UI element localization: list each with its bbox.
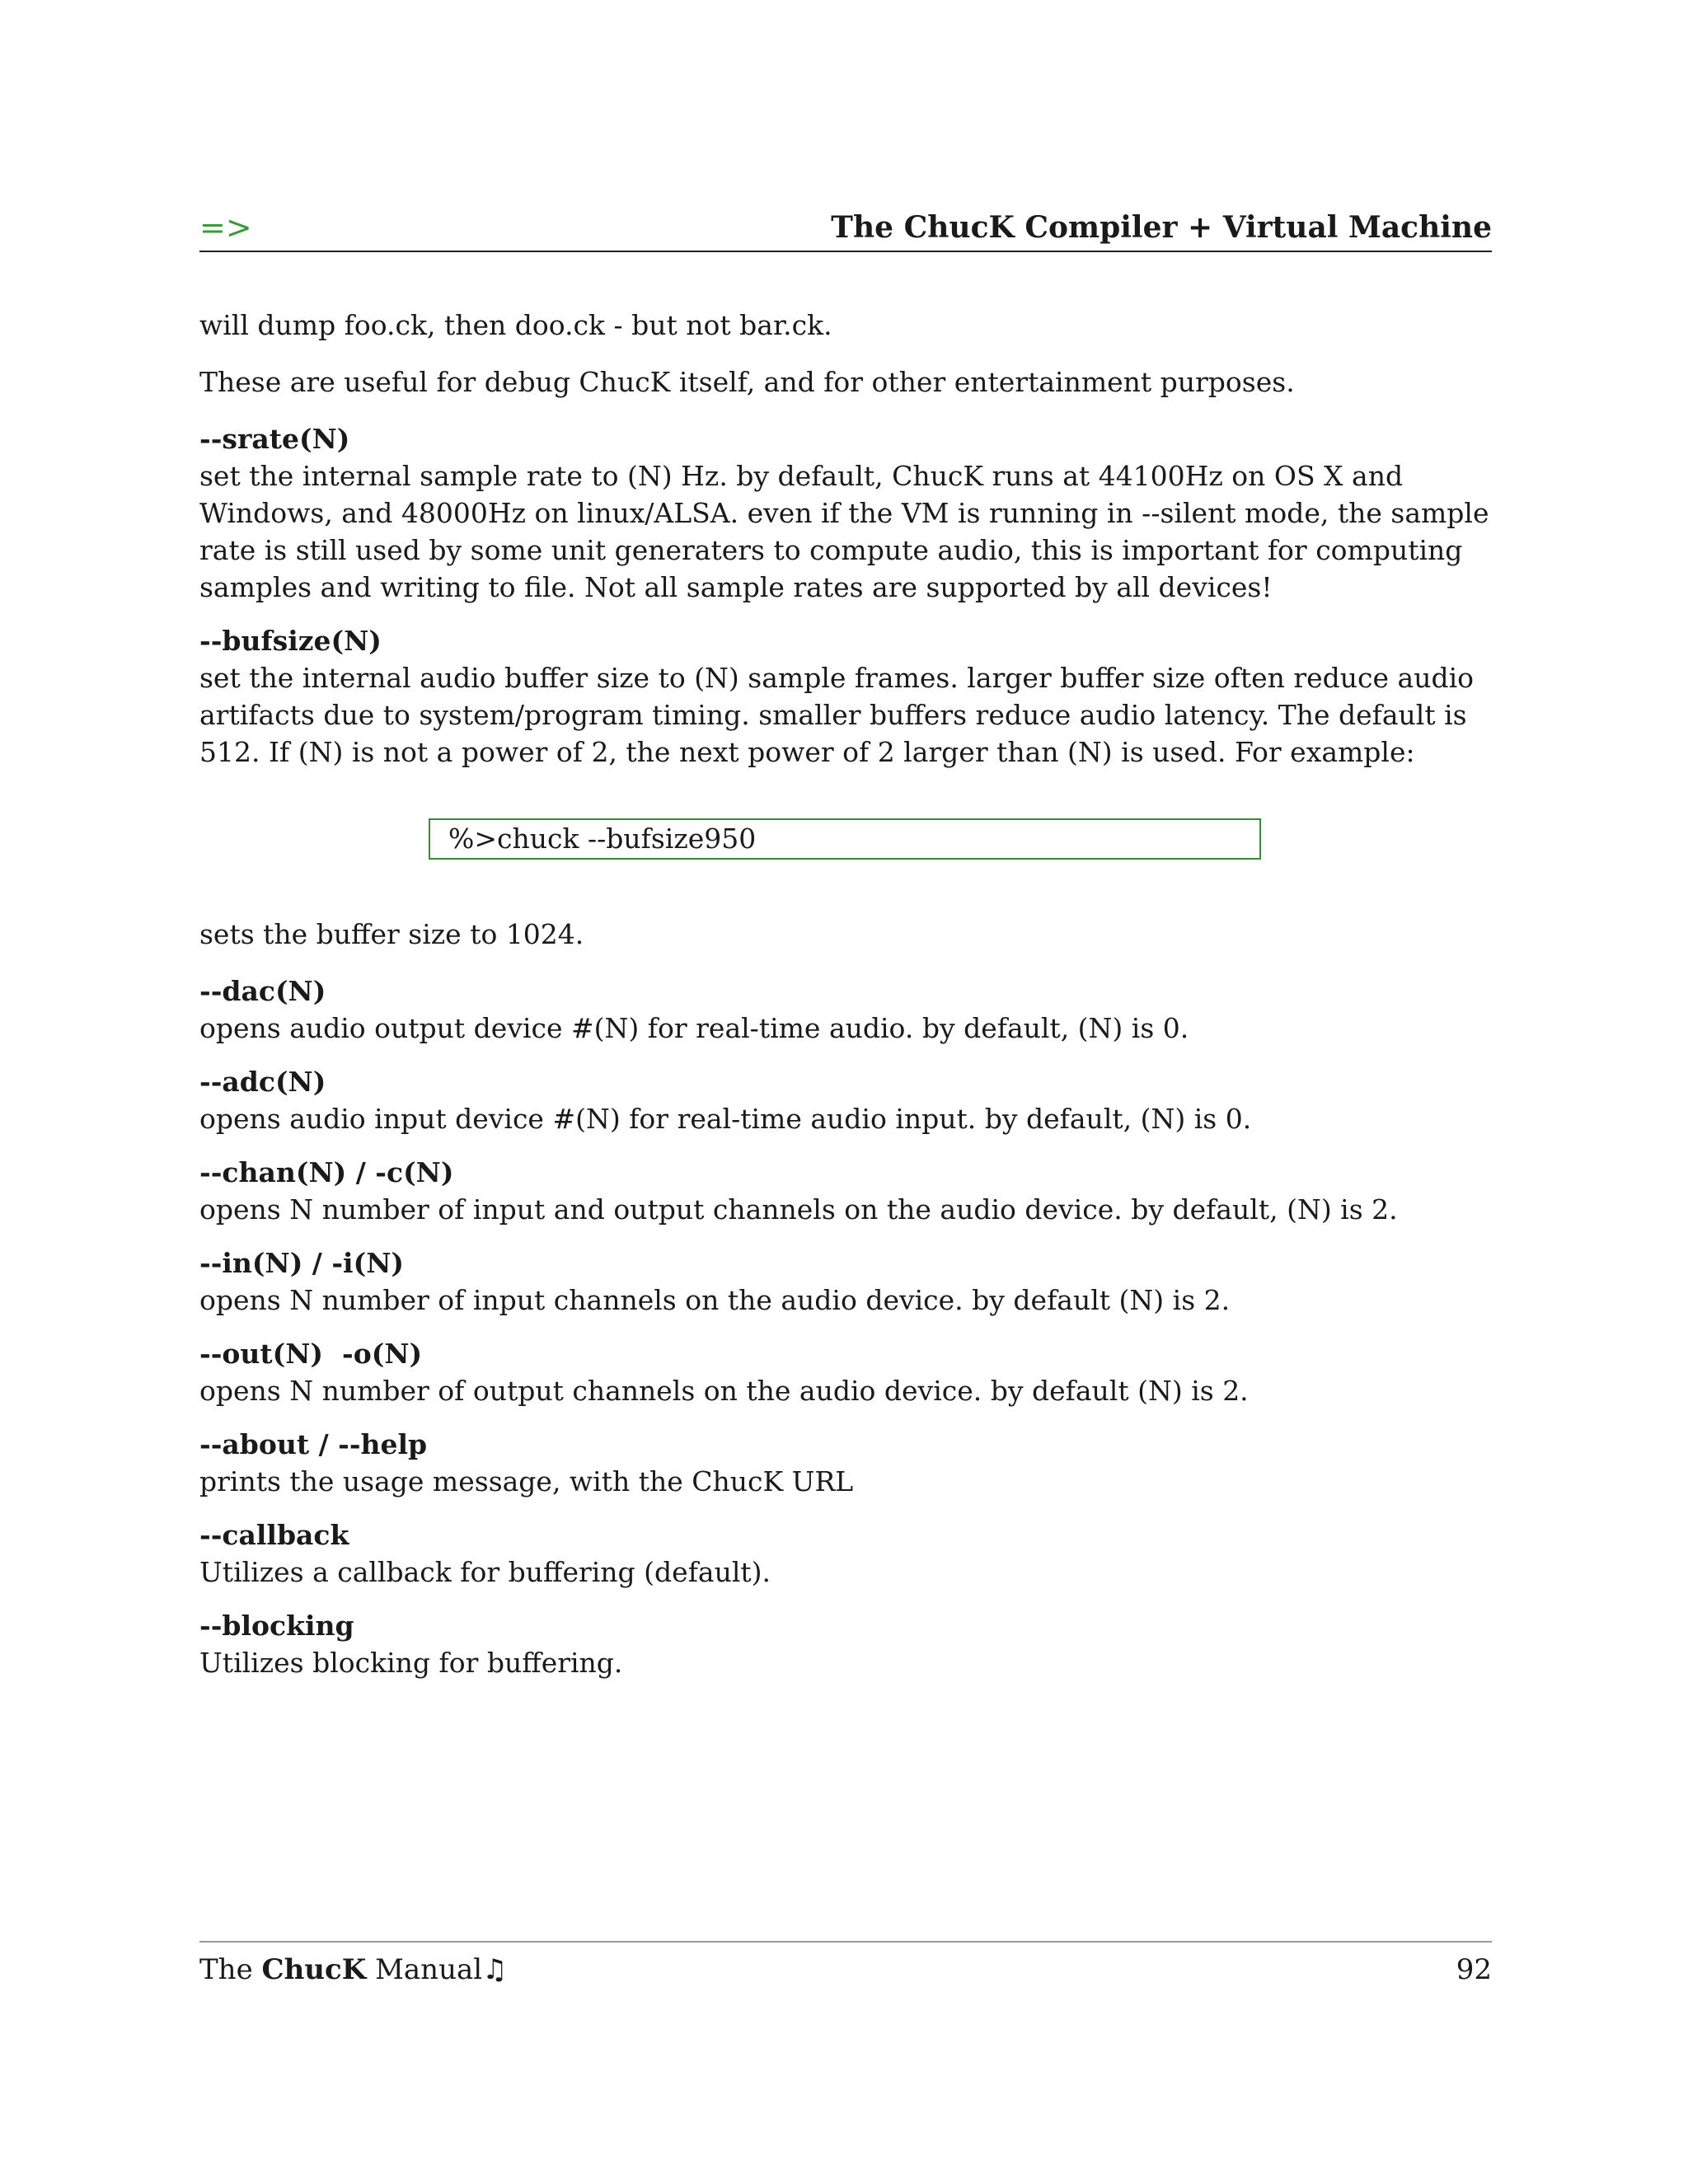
option-name: --blocking [199, 1610, 354, 1642]
option-description: opens audio input device #(N) for real-time audio input. by default, (N) is 0. [199, 1103, 1252, 1135]
option-adc [199, 1063, 1492, 1137]
option-blocking [199, 1607, 1492, 1681]
option-name: --in(N) / -i(N) [199, 1247, 404, 1279]
after-code-paragraph: sets the buffer size to 1024. [199, 918, 584, 950]
option-description: set the internal sample rate to (N) Hz. by default, ChucK runs at 44100Hz on OS X and Windows, and 48000Hz on linux/ALSA. even if the VM is running in --silent mode, the sample rate is still used by some unit generaters to compute audio, this is important for computing samples and writing to file. Not all sample rates are supported by all devices! [199, 460, 1489, 603]
option-callback [199, 1516, 1492, 1591]
option-about-help [199, 1426, 1492, 1500]
option-description: set the internal audio buffer size to (N) sample frames. larger buffer size often reduce audio artifacts due to system/program timing. smaller buffers reduce audio latency. The default is 512. If (N) is not a power of 2, the next power of 2 larger than (N) is used. For example: [199, 662, 1475, 768]
header-title: The ChucK Compiler + Virtual Machine [831, 210, 1492, 245]
page-header [199, 206, 1492, 252]
page-footer [199, 1949, 1492, 1990]
intro-paragraph: These are useful for debug ChucK itself, and for other entertainment purposes. [199, 366, 1295, 398]
page-content [199, 307, 1492, 1698]
option-out [199, 1335, 1492, 1409]
option-bufsize [199, 622, 1492, 771]
option-description: Utilizes blocking for buffering. [199, 1647, 623, 1679]
header-arrow: => [199, 209, 252, 246]
option-name: --bufsize(N) [199, 625, 382, 657]
option-srate [199, 420, 1492, 606]
option-name: --srate(N) [199, 423, 350, 455]
option-name: --about / --help [199, 1428, 428, 1460]
option-description: opens audio output device #(N) for real-time audio. by default, (N) is 0. [199, 1012, 1189, 1044]
page-number: 92 [1456, 1953, 1492, 1986]
footer-manual-title [199, 1949, 508, 1990]
option-name: --chan(N) / -c(N) [199, 1156, 454, 1188]
option-name: --dac(N) [199, 975, 326, 1007]
footer-prefix: The [199, 1953, 262, 1986]
option-description: opens N number of output channels on the audio device. by default (N) is 2. [199, 1375, 1249, 1407]
option-name: --callback [199, 1519, 349, 1551]
intro-paragraph: will dump foo.ck, then doo.ck - but not bar.ck. [199, 309, 832, 341]
footer-suffix: Manual♫ [366, 1953, 508, 1986]
option-description: Utilizes a callback for buffering (default). [199, 1556, 771, 1588]
option-in [199, 1244, 1492, 1319]
option-description: prints the usage message, with the ChucK URL [199, 1465, 854, 1497]
option-name: --adc(N) [199, 1066, 326, 1098]
footer-chuck: ChucK [261, 1953, 367, 1986]
footer-divider [199, 1941, 1492, 1943]
manual-page [199, 0, 1492, 2184]
code-example-wrapper [199, 787, 1492, 901]
option-chan [199, 1154, 1492, 1228]
option-description: opens N number of input and output channels on the audio device. by default, (N) is 2. [199, 1193, 1398, 1226]
option-name: --out(N) -o(N) [199, 1338, 423, 1370]
option-dac [199, 972, 1492, 1047]
code-example-box: %>chuck --bufsize950 [429, 818, 1261, 860]
option-description: opens N number of input channels on the audio device. by default (N) is 2. [199, 1284, 1231, 1316]
